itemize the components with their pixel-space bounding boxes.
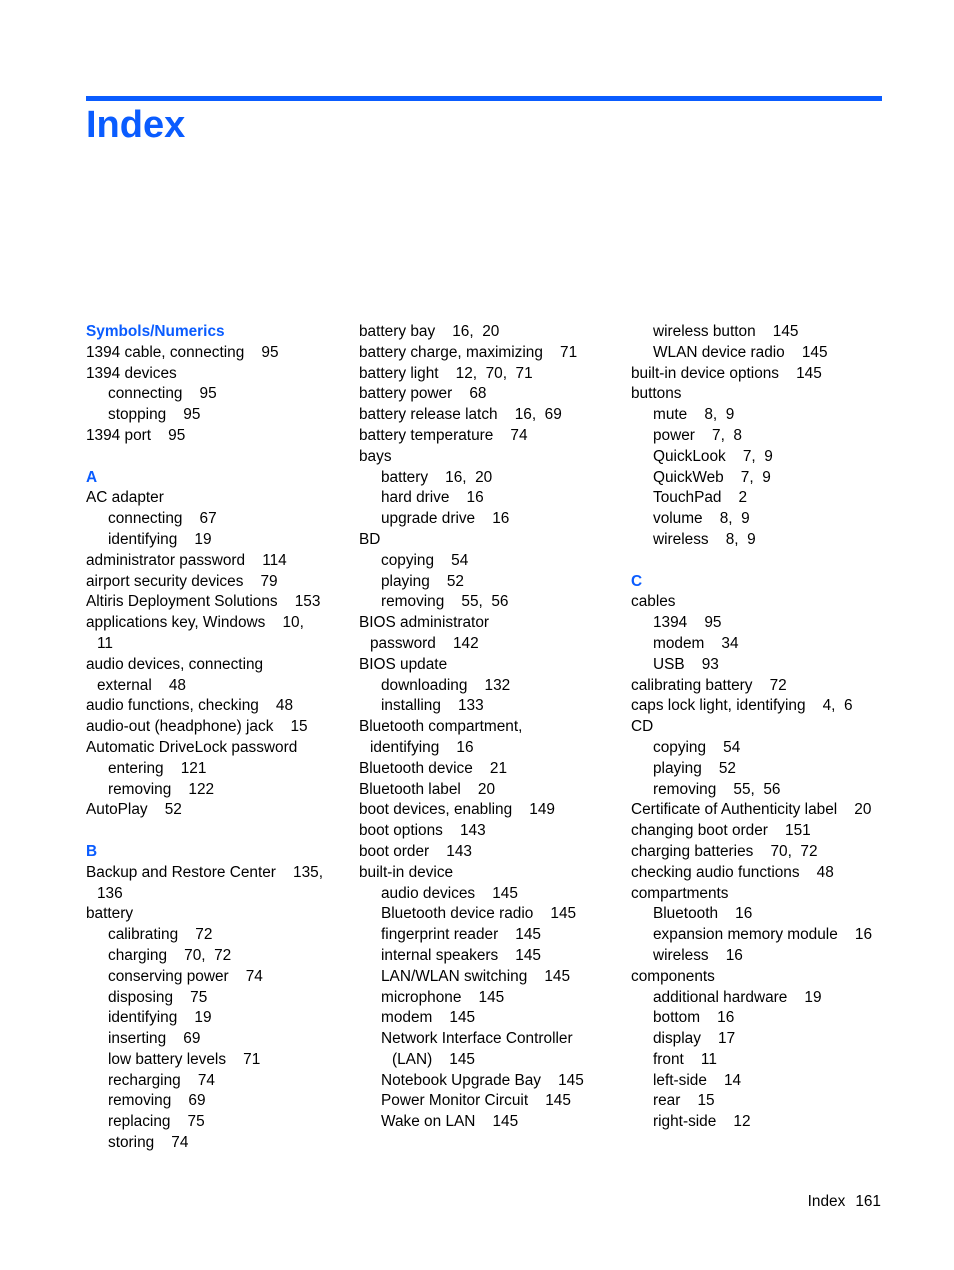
index-entry: Bluetooth compartment, [359, 718, 523, 736]
index-subentry: disposing 75 [108, 988, 208, 1006]
footer-label: Index [807, 1193, 846, 1210]
index-subentry: additional hardware 19 [653, 988, 822, 1006]
index-entry: BIOS update [359, 655, 448, 673]
index-entry: battery [86, 905, 134, 923]
index-entry: built-in device options 145 [631, 364, 822, 382]
index-entry: bays [359, 447, 392, 465]
index-subentry: recharging 74 [108, 1071, 215, 1089]
index-column-3 [631, 322, 901, 1133]
index-subentry: internal speakers 145 [381, 946, 541, 964]
index-subentry: external 48 [97, 676, 186, 694]
index-entry: audio-out (headphone) jack 15 [86, 718, 308, 736]
index-entry: boot order 143 [359, 842, 472, 860]
index-entry: battery light 12, 70, 71 [359, 364, 533, 382]
index-subentry: wireless 8, 9 [653, 530, 756, 548]
index-subentry: entering 121 [108, 759, 207, 777]
index-entry: cables [631, 593, 676, 611]
index-subentry: USB 93 [653, 655, 719, 673]
index-subentry: replacing 75 [108, 1113, 205, 1131]
index-subentry: display 17 [653, 1030, 736, 1048]
index-entry: compartments [631, 884, 729, 902]
index-subentry: identifying 19 [108, 1009, 212, 1027]
section-gap [86, 447, 356, 468]
page-number: 161 [855, 1193, 881, 1210]
index-subentry: wireless 16 [653, 946, 743, 964]
index-subentry: QuickWeb 7, 9 [653, 468, 771, 486]
index-subentry: volume 8, 9 [653, 510, 750, 528]
index-subentry: right-side 12 [653, 1113, 751, 1131]
index-subentry: (LAN) 145 [392, 1050, 475, 1068]
index-entry: AutoPlay 52 [86, 801, 182, 819]
page-footer [808, 1192, 881, 1212]
index-subentry: rear 15 [653, 1092, 715, 1110]
index-entry: applications key, Windows 10, [86, 614, 304, 632]
index-entry: battery bay 16, 20 [359, 323, 500, 340]
index-subentry: 11 [97, 634, 113, 652]
index-entry: calibrating battery 72 [631, 676, 787, 694]
index-subentry: Power Monitor Circuit 145 [381, 1092, 571, 1110]
index-entry: airport security devices 79 [86, 572, 278, 590]
index-subentry: power 7, 8 [653, 426, 742, 444]
index-subentry: WLAN device radio 145 [653, 343, 828, 361]
index-subentry: battery 16, 20 [381, 468, 493, 486]
index-entry: buttons [631, 385, 682, 403]
index-entry: 1394 port 95 [86, 426, 186, 444]
index-subentry: low battery levels 71 [108, 1050, 261, 1068]
index-entry: administrator password 114 [86, 551, 287, 569]
title-rule [86, 96, 882, 101]
index-entry: BD [359, 530, 381, 548]
index-subentry: connecting 95 [108, 385, 217, 403]
index-subentry: installing 133 [381, 697, 484, 715]
index-entry: Bluetooth device 21 [359, 759, 508, 777]
index-entry: 1394 devices [86, 364, 177, 382]
index-subentry: 1394 95 [653, 614, 722, 632]
index-subentry: bottom 16 [653, 1009, 735, 1027]
index-entry: caps lock light, identifying 4, 6 [631, 697, 853, 715]
index-subentry: Bluetooth device radio 145 [381, 905, 577, 923]
index-subentry: Network Interface Controller [381, 1030, 573, 1048]
index-column-2 [359, 322, 629, 1133]
index-entry: AC adapter [86, 489, 164, 507]
index-subentry: copying 54 [381, 551, 469, 569]
index-subentry: hard drive 16 [381, 489, 484, 507]
index-subentry: identifying 16 [370, 738, 474, 756]
index-subentry: connecting 67 [108, 510, 217, 528]
index-entry: boot options 143 [359, 822, 486, 840]
index-entry: battery release latch 16, 69 [359, 406, 562, 424]
index-subentry: removing 122 [108, 780, 215, 798]
index-entry: BIOS administrator [359, 614, 490, 632]
index-entry: CD [631, 718, 654, 736]
index-subentry: 136 [97, 884, 123, 902]
index-entry: boot devices, enabling 149 [359, 801, 555, 819]
index-subentry: calibrating 72 [108, 926, 213, 944]
index-subentry: expansion memory module 16 [653, 926, 873, 944]
index-subentry: QuickLook 7, 9 [653, 447, 773, 465]
index-subentry: storing 74 [108, 1134, 189, 1152]
index-subentry: microphone 145 [381, 988, 505, 1006]
index-section-heading: A [86, 468, 98, 486]
index-subentry: mute 8, 9 [653, 406, 735, 424]
index-entry: battery charge, maximizing 71 [359, 343, 578, 361]
index-subentry: stopping 95 [108, 406, 201, 424]
index-entry: audio devices, connecting [86, 655, 264, 673]
index-entry: 1394 cable, connecting 95 [86, 343, 279, 361]
index-subentry: removing 69 [108, 1092, 206, 1110]
index-subentry: inserting 69 [108, 1030, 201, 1048]
index-subentry: audio devices 145 [381, 884, 518, 902]
index-entry: Automatic DriveLock password [86, 738, 298, 756]
index-subentry: wireless button 145 [653, 323, 799, 340]
page-title: Index [86, 104, 186, 146]
index-subentry: identifying 19 [108, 530, 212, 548]
index-subentry: copying 54 [653, 738, 741, 756]
index-entry: Bluetooth label 20 [359, 780, 496, 798]
index-section-heading: B [86, 842, 98, 860]
index-subentry: left-side 14 [653, 1071, 742, 1089]
index-subentry: Wake on LAN 145 [381, 1113, 519, 1131]
index-subentry: removing 55, 56 [653, 780, 781, 798]
section-gap [631, 551, 901, 572]
index-entry: battery power 68 [359, 385, 487, 403]
index-subentry: modem 34 [653, 634, 739, 652]
index-entry: changing boot order 151 [631, 822, 811, 840]
index-entry: audio functions, checking 48 [86, 697, 294, 715]
index-subentry: fingerprint reader 145 [381, 926, 541, 944]
index-section-heading: C [631, 572, 643, 590]
index-subentry: modem 145 [381, 1009, 476, 1027]
index-subentry: playing 52 [653, 759, 736, 777]
index-subentry: password 142 [370, 634, 479, 652]
index-entry: Certificate of Authenticity label 20 [631, 801, 872, 819]
index-subentry: TouchPad 2 [653, 489, 748, 507]
index-subentry: front 11 [653, 1050, 717, 1068]
index-subentry: LAN/WLAN switching 145 [381, 967, 571, 985]
index-entry: Backup and Restore Center 135, [86, 863, 323, 881]
index-column-1 [86, 322, 356, 1154]
index-subentry: playing 52 [381, 572, 464, 590]
index-subentry: conserving power 74 [108, 967, 263, 985]
index-entry: checking audio functions 48 [631, 863, 834, 881]
index-subentry: Notebook Upgrade Bay 145 [381, 1071, 584, 1089]
index-entry: components [631, 967, 715, 985]
index-subentry: downloading 132 [381, 676, 511, 694]
index-entry: battery temperature 74 [359, 426, 528, 444]
index-entry: Altiris Deployment Solutions 153 [86, 593, 321, 611]
index-section-heading: Symbols/Numerics [86, 323, 225, 340]
index-entry: charging batteries 70, 72 [631, 842, 818, 860]
section-gap [86, 821, 356, 842]
index-entry: built-in device [359, 863, 454, 881]
index-subentry: upgrade drive 16 [381, 510, 510, 528]
index-subentry: Bluetooth 16 [653, 905, 753, 923]
index-subentry: removing 55, 56 [381, 593, 509, 611]
index-subentry: charging 70, 72 [108, 946, 232, 964]
